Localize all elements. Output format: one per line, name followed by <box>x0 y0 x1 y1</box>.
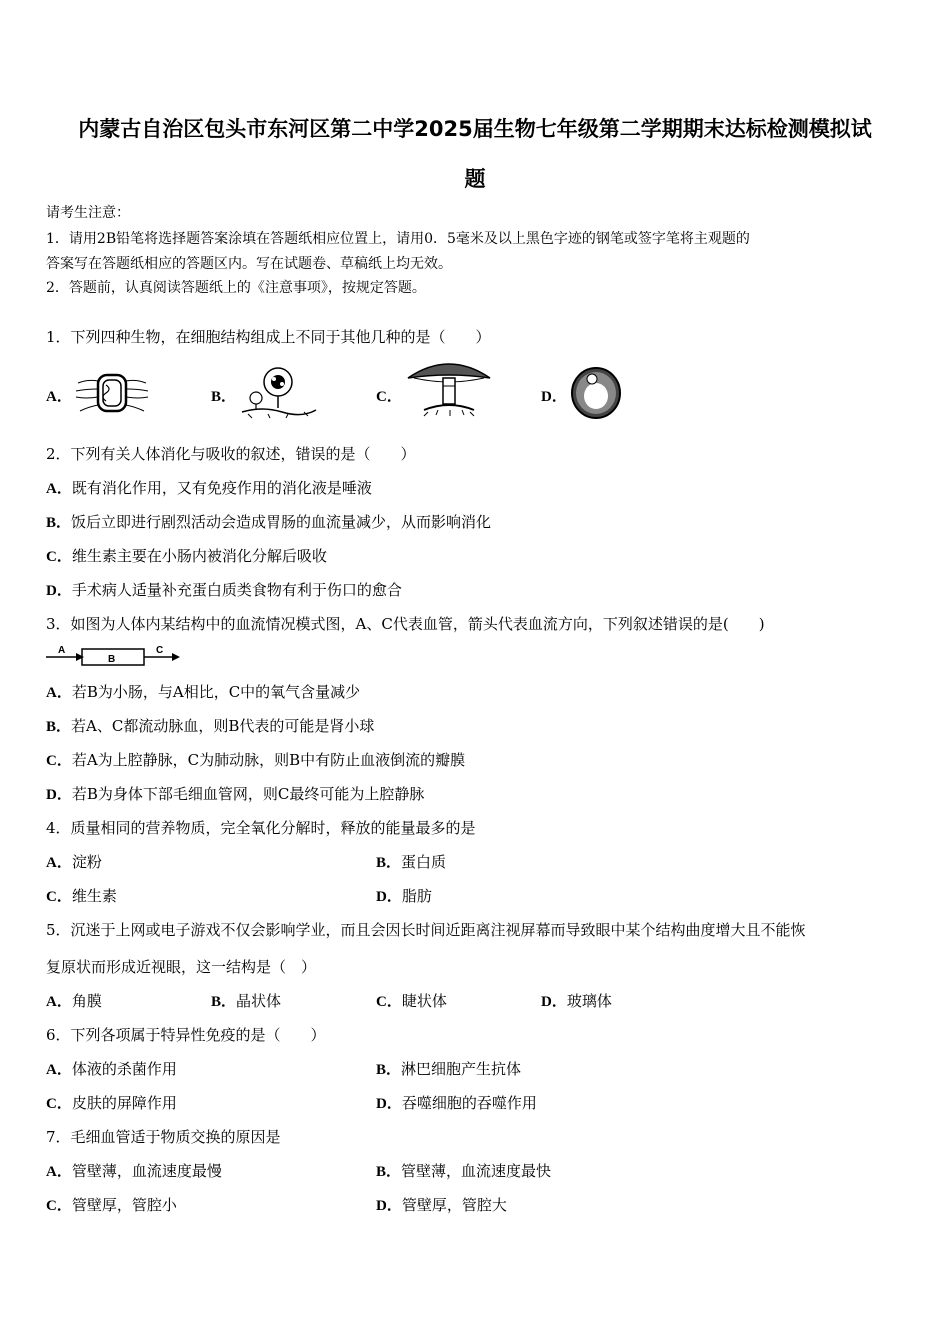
q2-option-b[interactable]: B．饭后立即进行剧烈活动会造成胃肠的血流量减少，从而影响消化 <box>46 513 492 531</box>
q1-option-b[interactable]: B． <box>211 389 237 405</box>
q5-option-a[interactable]: A．角膜 <box>46 992 102 1010</box>
q5-option-c[interactable]: C．睫状体 <box>376 992 447 1010</box>
q7-option-c[interactable]: C．管壁厚，管腔小 <box>46 1196 177 1214</box>
q7-option-b[interactable]: B．管壁薄，血流速度最快 <box>376 1162 552 1180</box>
q6-option-d[interactable]: D．吞噬细胞的吞噬作用 <box>376 1094 537 1112</box>
notice-item-1a: 1．请用2B铅笔将选择题答案涂填在答题纸相应位置上，请用0．5毫米及以上黑色字迹的钢笔或签字笔将主观题的 <box>46 231 750 247</box>
q1-option-a[interactable]: A． <box>46 389 72 405</box>
q6-option-b[interactable]: B．淋巴细胞产生抗体 <box>376 1060 522 1078</box>
question-5-stem-b: 复原状而形成近视眼，这一结构是（ ） <box>46 958 317 976</box>
diagram-label-b: B <box>108 654 116 665</box>
q3-option-b[interactable]: B．若A、C都流动脉血，则B代表的可能是肾小球 <box>46 717 375 735</box>
notice-item-2: 2．答题前，认真阅读答题纸上的《注意事项》，按规定答题。 <box>46 280 426 296</box>
q5-option-b[interactable]: B．晶状体 <box>211 992 282 1010</box>
q4-option-a[interactable]: A．淀粉 <box>46 853 102 871</box>
q6-option-c[interactable]: C．皮肤的屏障作用 <box>46 1094 177 1112</box>
q3-option-d[interactable]: D．若B为身体下部毛细血管网，则C最终可能为上腔静脉 <box>46 785 425 803</box>
question-4-stem: 4．质量相同的营养物质，完全氧化分解时，释放的能量最多的是 <box>46 819 476 837</box>
blood-flow-diagram <box>46 643 182 669</box>
q7-option-d[interactable]: D．管壁厚，管腔大 <box>376 1196 507 1214</box>
q3-option-a[interactable]: A．若B为小肠，与A相比，C中的氧气含量减少 <box>46 683 361 701</box>
q4-option-c[interactable]: C．维生素 <box>46 887 117 905</box>
exam-title-line2: 题 <box>464 167 486 191</box>
bacterium-image <box>72 367 152 417</box>
notice-item-1b: 答案写在答题纸相应的答题区内。写在试题卷、草稿纸上均无效。 <box>46 256 452 272</box>
q1-option-d[interactable]: D． <box>541 389 567 405</box>
q6-option-a[interactable]: A．体液的杀菌作用 <box>46 1060 177 1078</box>
q1-option-c[interactable]: C． <box>376 389 402 405</box>
notice-heading: 请考生注意： <box>46 205 130 221</box>
diagram-label-c: C <box>156 645 164 656</box>
cell-image <box>568 366 624 420</box>
question-3-stem: 3．如图为人体内某结构中的血流情况模式图，A、C代表血管，箭头代表血流方向，下列叙述错误的是( ) <box>46 615 765 633</box>
diagram-label-a: A <box>58 645 66 656</box>
mushroom-image <box>404 356 494 418</box>
q4-option-d[interactable]: D．脂肪 <box>376 887 432 905</box>
q7-option-a[interactable]: A．管壁薄，血流速度最慢 <box>46 1162 222 1180</box>
q4-option-b[interactable]: B．蛋白质 <box>376 853 447 871</box>
question-7-stem: 7．毛细血管适于物质交换的原因是 <box>46 1128 281 1146</box>
question-1-stem: 1．下列四种生物，在细胞结构组成上不同于其他几种的是（ ） <box>46 328 491 346</box>
question-6-stem: 6．下列各项属于特异性免疫的是（ ） <box>46 1026 326 1044</box>
q2-option-c[interactable]: C．维生素主要在小肠内被消化分解后吸收 <box>46 547 327 565</box>
q2-option-a[interactable]: A．既有消化作用，又有免疫作用的消化液是唾液 <box>46 479 372 497</box>
q3-option-c[interactable]: C．若A为上腔静脉，C为肺动脉，则B中有防止血液倒流的瓣膜 <box>46 751 466 769</box>
question-5-stem-a: 5．沉迷于上网或电子游戏不仅会影响学业，而且会因长时间近距离注视屏幕而导致眼中某个结构曲度增大且不能恢 <box>46 921 806 939</box>
q5-option-d[interactable]: D．玻璃体 <box>541 992 612 1010</box>
q2-option-d[interactable]: D．手术病人适量补充蛋白质类食物有利于伤口的愈合 <box>46 581 402 599</box>
exam-title-line1: 内蒙古自治区包头市东河区第二中学2025届生物七年级第二学期期末达标检测模拟试 <box>78 117 872 141</box>
question-2-stem: 2．下列有关人体消化与吸收的叙述，错误的是（ ） <box>46 445 416 463</box>
mold-image <box>238 364 318 420</box>
